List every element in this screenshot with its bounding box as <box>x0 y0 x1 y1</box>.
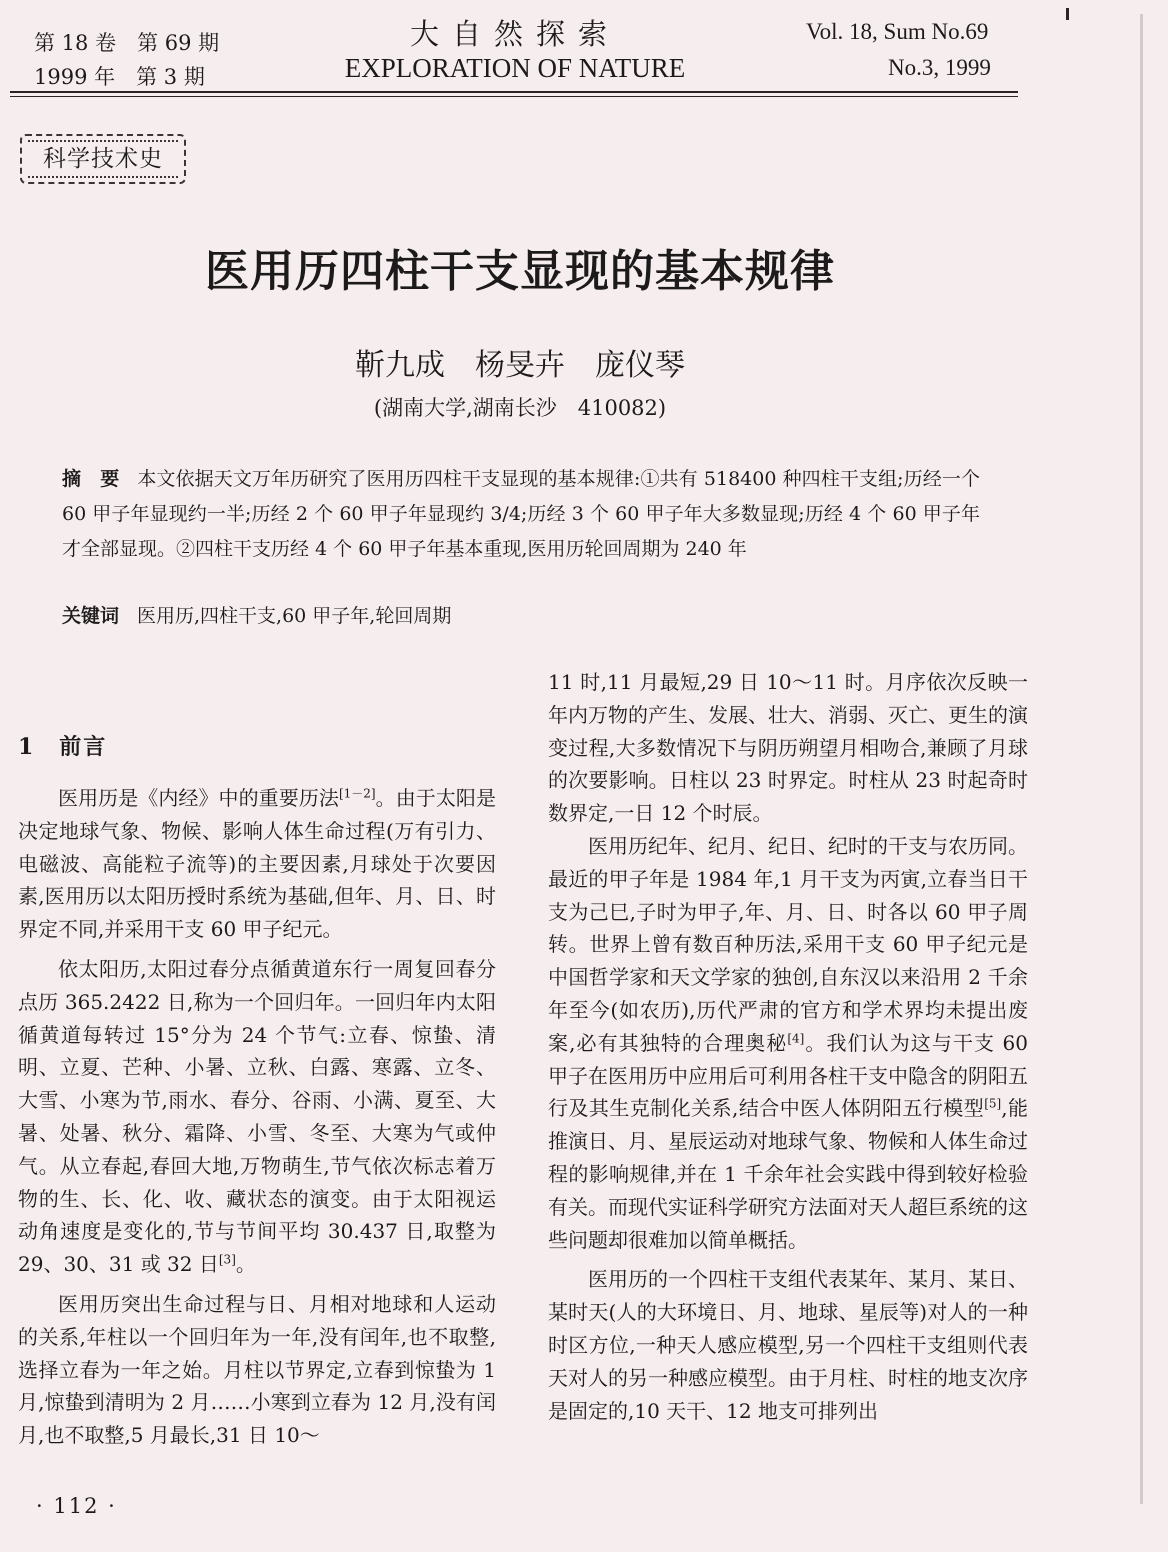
left-column <box>18 782 496 1452</box>
paragraph: 医用历纪年、纪月、纪日、纪时的干支与农历同。最近的甲子年是 1984 年,1 月干支为丙寅,立春当日干支为己巳,子时为甲子,年、月、日、时各以 60 甲子周转。世界上曾有数百种历法,采用干支 60 甲子纪元是中国哲学家和天文学家的独创,自东汉以来沿用 2 千余年至今(如农历),历代严肃的官方和学术界均未提出废案,必有其独特的合理奥秘[4]。我们认为这与干支 60 甲子在医用历中应用后可利用各柱干支中隐含的阴阳五行及其生克制化关系,结合中医人体阴阳五行模型[5],能推演日、月、星辰运动对地球气象、物候和人体生命过程的影响规律,并在 1 千余年社会实践中得到较好检验有关。而现代实证科学研究方法面对天人超巨系统的这些问题却很难加以简单概括。 <box>548 833 1029 1252</box>
affiliation: (湖南大学,湖南长沙 410082) <box>373 396 667 420</box>
keywords <box>62 600 980 632</box>
abstract-text: 本文依据天文万年历研究了医用历四柱干支显现的基本规律:①共有 518400 种四柱干支组;历经一个 60 甲子年显现约一半;历经 2 个 60 甲子年显现约 3/4;历经 3 个 60 甲子年大多数显现;历经 4 个 60 甲子年才全部显现。②四柱干支历经 4 个 60 甲子年基本重现,医用历轮回周期为 240 年 <box>62 468 980 560</box>
citation: [3] <box>218 1252 236 1267</box>
page-number: · 112 · <box>36 1494 117 1518</box>
paragraph: 依太阳历,太阳过春分点循黄道东行一周复回春分点历 365.2422 日,称为一个回归年。一回归年内太阳循黄道每转过 15°分为 24 个节气:立春、惊蛰、清明、立夏、芒种、小暑、立秋、白露、寒露、立冬、大雪、小寒为节,雨水、春分、谷雨、小满、夏至、大暑、处暑、秋分、霜降、小雪、冬至、大寒为气或仲气。从立春起,春回大地,万物萌生,节气依次标志着万物的生、长、化、收、藏状态的演变。由于太阳视运动角速度是变化的,节与节间平均 30.437 日,取整为 29、30、31 或 32 日[3]。 <box>18 956 496 1277</box>
header-rule-thin <box>10 96 1018 97</box>
scan-edge-shadow <box>1140 14 1143 1504</box>
section-heading: 1 前言 <box>18 734 108 760</box>
citation: [1－2] <box>338 786 376 801</box>
paragraph: 11 时,11 月最短,29 日 10～11 时。月序依次反映一年内万物的产生、发展、壮大、消弱、灭亡、更生的演变过程,大多数情况下与阴历朔望月相吻合,兼顾了月球的次要影响。日柱以 23 时界定。时柱从 23 时起奇时数界定,一日 12 个时辰。 <box>548 670 1028 826</box>
keywords-text: 医用历,四柱干支,60 甲子年,轮回周期 <box>137 605 452 627</box>
article-title: 医用历四柱干支显现的基本规律 <box>205 246 835 297</box>
volume-issue-cn: 第 18 卷 第 69 期 <box>34 31 220 55</box>
abstract-label: 摘 要 <box>62 468 120 490</box>
scan-speck <box>1066 8 1069 20</box>
journal-title-en: EXPLORATION OF NATURE <box>344 53 686 83</box>
authors: 靳九成 杨旻卉 庞仪琴 <box>355 348 685 383</box>
section-tag: 科学技术史 <box>20 134 186 184</box>
citation: [5] <box>984 1096 1002 1111</box>
paragraph: 医用历突出生命过程与日、月相对地球和人运动的关系,年柱以一个回归年为一年,没有闰年,也不取整,选择立春为一年之始。月柱以节界定,立春到惊蛰为 1 月,惊蛰到清明为 2 月……小寒到立春为 12 月,没有闰月,也不取整,5 月最长,31 日 10～ <box>18 1291 496 1448</box>
paragraph: 医用历是《内经》中的重要历法[1－2]。由于太阳是决定地球气象、物候、影响人体生命过程(万有引力、电磁波、高能粒子流等)的主要因素,月球处于次要因素,医用历以太阳历授时系统为基础,但年、月、日、时界定不同,并采用干支 60 甲子纪元。 <box>18 786 497 942</box>
volume-en: Vol. 18, Sum No.69 <box>806 19 989 44</box>
year-issue-cn: 1999 年 第 3 期 <box>34 65 205 89</box>
header-rule <box>10 91 1018 93</box>
journal-title-cn: 大自然探索 <box>409 17 620 51</box>
right-column <box>548 666 1028 1427</box>
issue-en: No.3, 1999 <box>888 55 991 80</box>
paragraph: 医用历的一个四柱干支组代表某年、某月、某日、某时天(人的大环境日、月、地球、星辰等)对人的一种时区方位,一种天人感应模型,另一个四柱干支组则代表天对人的另一种感应模型。由于月柱、时柱的地支次序是固定的,10 天干、12 地支可排列出 <box>548 1267 1028 1423</box>
abstract <box>62 462 980 567</box>
keywords-label: 关键词 <box>62 605 120 627</box>
citation: [4] <box>787 1031 805 1046</box>
